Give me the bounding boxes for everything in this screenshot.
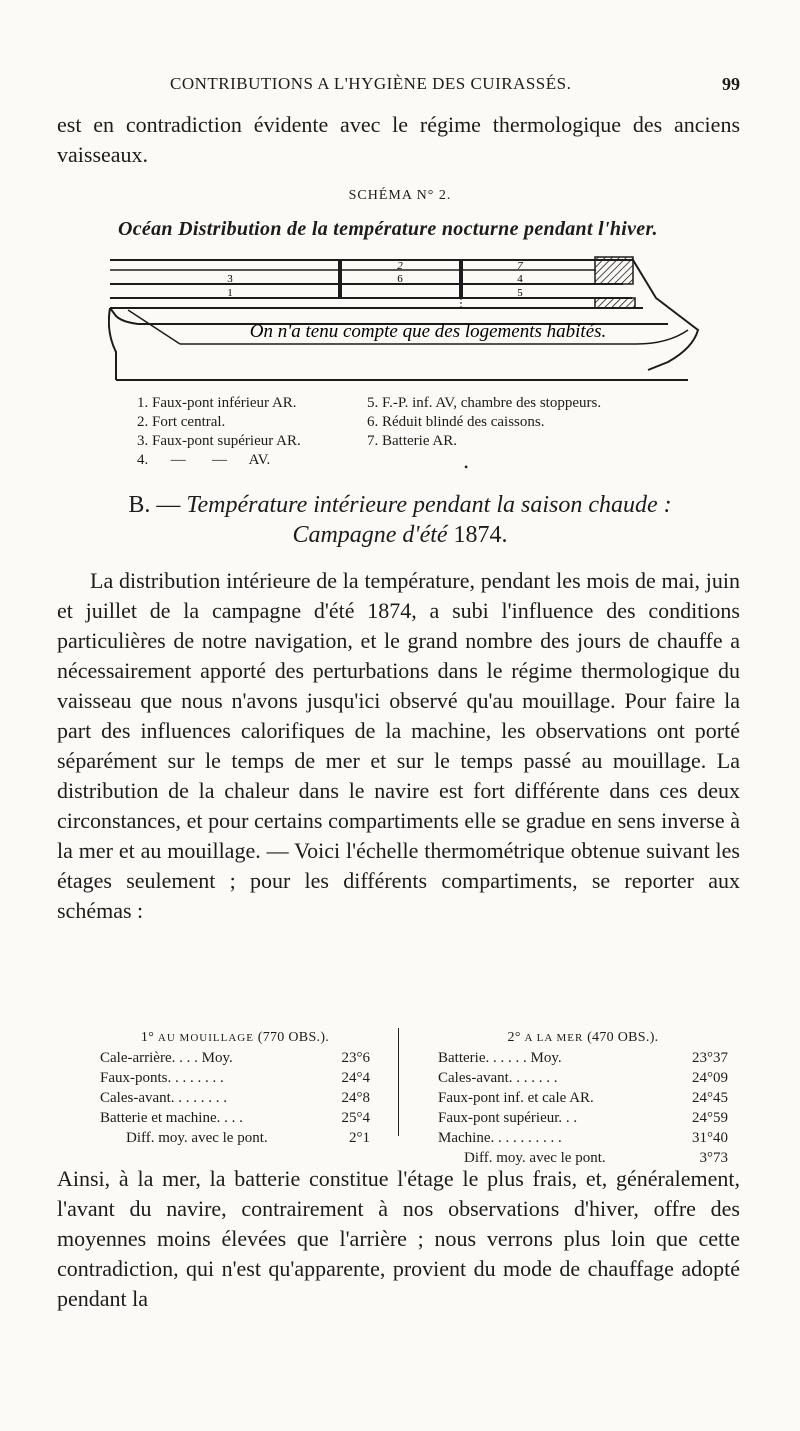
hatched-compartment-lower (595, 298, 635, 308)
ship-section-diagram (108, 252, 708, 382)
table-title-num: 1° (140, 1030, 155, 1045)
table-divider (398, 1028, 399, 1136)
row-label: Cales-avant. . . . . . . (438, 1070, 558, 1086)
row-value: 31°40 (692, 1130, 728, 1146)
lead-text: est en contradiction évidente avec le régime thermologique des anciens vaisseaux. (57, 112, 740, 167)
section-heading-line-2 (0, 520, 800, 550)
row-label: Batterie. . . . . . Moy. (438, 1050, 562, 1066)
table-row (100, 1048, 370, 1068)
diff-value: 2°1 (349, 1130, 370, 1146)
table-row (100, 1088, 370, 1108)
row-value: 23°37 (692, 1050, 728, 1066)
bulkhead-right (459, 260, 463, 298)
row-value: 24°45 (692, 1090, 728, 1106)
legend-item: 6. Réduit blindé des caissons. (367, 414, 545, 430)
table-mer (438, 1028, 728, 1168)
legend-item: 2. Fort central. (137, 414, 226, 430)
table-mouillage (100, 1028, 370, 1148)
ship-stern (109, 308, 116, 380)
section-letter: B. (128, 492, 151, 518)
section-heading-line-1 (0, 490, 800, 520)
row-value: 24°59 (692, 1110, 728, 1126)
main-paragraph-text: La distribution intérieure de la température, pendant les mois de mai, juin et juillet de la campagne d'été 1874, a subi l'influence des conditions particulières de notre navigation, et le grand nombre des jours de chauffe a nécessairement apporté des perturbations dans le régime thermologique du vaisseau que nous n'avons jusqu'ici observé qu'au mouillage. Pour faire la part des influences calorifiques de la machine, les observations ont porté séparément sur le temps de mer et sur le temps passé au mouillage. La distribution de la chaleur dans le navire est fort différente dans ces deux circonstances, et pour certains compartiments elle se gradue en sens inverse à la mer et au mouillage. — Voici l'échelle thermométrique obtenue suivant les étages seulement ; pour les différents compartiments, se reporter aux schémas : (57, 568, 740, 923)
legend-dot: • (464, 460, 469, 474)
row-label: Cales-avant. . . . . . . . (100, 1090, 228, 1106)
row-value: 24°4 (341, 1070, 370, 1086)
row-value: 24°8 (341, 1090, 370, 1106)
table-row (438, 1128, 728, 1148)
table-row (100, 1068, 370, 1088)
stern-curve (128, 310, 180, 344)
table-row (438, 1068, 728, 1088)
legend-column-left (137, 394, 301, 470)
table-row-diff (100, 1128, 370, 1148)
table-title-obs: (470 OBS.). (587, 1030, 659, 1045)
running-head (60, 74, 740, 98)
table-title (100, 1028, 370, 1048)
diff-label: Diff. moy. avec le pont. (464, 1150, 606, 1166)
row-label: Cale-arrière. . . . Moy. (100, 1050, 233, 1066)
legend-item: 4. — — AV. (137, 452, 271, 468)
temperature-tables (100, 1028, 730, 1166)
legend-item: 5. F.-P. inf. AV, chambre des stoppeurs. (367, 395, 602, 411)
row-value: 24°09 (692, 1070, 728, 1086)
section-heading (0, 490, 800, 550)
label-2: 2 (397, 260, 403, 272)
main-paragraph (57, 566, 740, 926)
row-label: Faux-ponts. . . . . . . . (100, 1070, 224, 1086)
label-7: 7 (517, 260, 523, 272)
table-row (438, 1088, 728, 1108)
label-1: 1 (227, 287, 233, 299)
diagram-caption: Océan Distribution de la température nocturne pendant l'hiver. (118, 218, 658, 240)
schema-title: SCHÉMA N° 2. (348, 188, 452, 203)
label-3: 3 (227, 273, 233, 285)
ship-diagram-svg (108, 252, 708, 382)
closing-paragraph-text: Ainsi, à la mer, la batterie constitue l'étage le plus frais, et, généralement, l'avant du navire, contrairement à nos observations d'hiver, offre des moyennes moins élevées que l'arrière ; nous verrons plus loin que cette contradiction, qui n'est qu'apparente, provient du mode de chauffage adopté pendant la (57, 1166, 740, 1311)
legend-item: 7. Batterie AR. (367, 433, 457, 449)
section-year: 1874. (453, 522, 508, 548)
legend-item: 3. Faux-pont supérieur AR. (137, 433, 301, 449)
row-value: 23°6 (341, 1050, 370, 1066)
section-dash: — (150, 492, 187, 518)
table-title-obs: (770 OBS.). (257, 1030, 330, 1045)
running-title: CONTRIBUTIONS A L'HYGIÈNE DES CUIRASSÉS. (170, 74, 572, 93)
diff-label: Diff. moy. avec le pont. (126, 1130, 268, 1146)
row-label: Machine. . . . . . . . . . (438, 1130, 562, 1146)
row-label: Faux-pont inf. et cale AR. (438, 1090, 594, 1106)
page-number: 99 (722, 74, 740, 94)
section-title-part1: Température intérieure pendant la saison chaude : (186, 492, 672, 518)
row-label: Faux-pont supérieur. . . (438, 1110, 578, 1126)
label-6: 6 (397, 273, 403, 285)
bulkhead-left (338, 260, 342, 298)
diagram-note: On n'a tenu compte que des logements habités. (249, 321, 607, 342)
table-row (438, 1048, 728, 1068)
diff-value: 3°73 (699, 1150, 728, 1166)
label-5: 5 (517, 287, 523, 299)
closing-paragraph (57, 1164, 740, 1314)
hatched-compartment-upper (595, 257, 633, 284)
lead-paragraph (57, 110, 740, 170)
table-title-label: AU MOUILLAGE (157, 1032, 254, 1044)
table-title-label: A LA MER (524, 1032, 584, 1044)
table-title-num: 2° (507, 1030, 521, 1045)
label-4: 4 (517, 273, 523, 285)
legend-column-right (367, 394, 601, 451)
table-row (100, 1108, 370, 1128)
section-title-part2: Campagne d'été (292, 522, 448, 548)
legend-item: 1. Faux-pont inférieur AR. (137, 395, 297, 411)
row-label: Batterie et machine. . . . (100, 1110, 243, 1126)
table-row (438, 1108, 728, 1128)
row-value: 25°4 (341, 1110, 370, 1126)
table-title (438, 1028, 728, 1048)
